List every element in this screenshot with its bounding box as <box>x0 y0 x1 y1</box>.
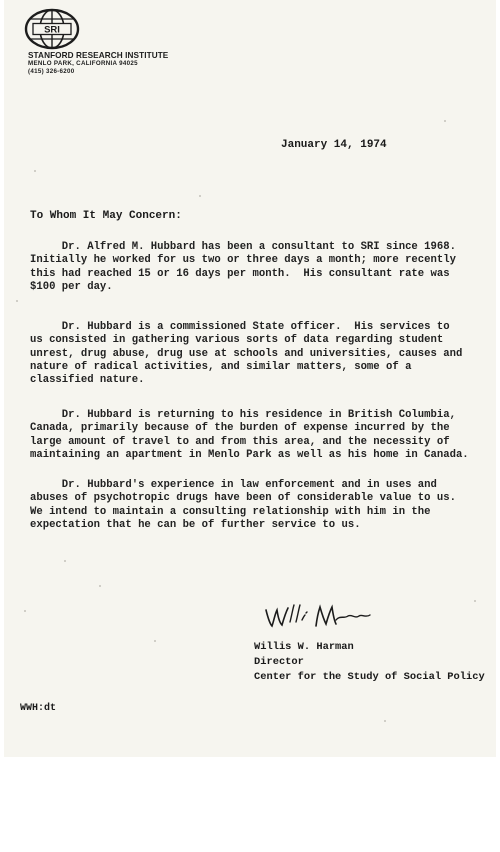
paragraph-line: classified nature. <box>30 374 145 387</box>
paragraph-line: this had reached 15 or 16 days per month. His consultant rate was <box>30 267 450 280</box>
organization-address: MENLO PARK, CALIFORNIA 94025 <box>28 60 138 67</box>
paper-speck <box>384 720 386 722</box>
paper-speck <box>444 120 446 122</box>
paragraph-line: We intend to maintain a consulting relationship with him in the <box>30 505 431 518</box>
paragraph-line: large amount of travel to and from this area, and the necessity of <box>30 435 450 448</box>
signer-department: Center for the Study of Social Policy <box>254 671 485 683</box>
paper-speck <box>154 640 156 642</box>
paper-speck <box>64 560 66 562</box>
paragraph-line: nature of radical activities, and similar matters, some of a <box>30 360 412 373</box>
letter-page <box>4 0 496 757</box>
paragraph-line: Initially he worked for us two or three days a month; more recently <box>30 254 456 267</box>
sri-logo <box>24 8 80 50</box>
paper-speck <box>24 610 26 612</box>
svg-text:SRI: SRI <box>44 24 60 36</box>
signer-title: Director <box>254 656 304 668</box>
paragraph-line: unrest, drug abuse, drug use at schools and universities, causes and <box>30 347 463 360</box>
letterhead <box>28 52 168 76</box>
organization-name: STANFORD RESEARCH INSTITUTE <box>28 51 169 60</box>
paper-speck <box>474 600 476 602</box>
paragraph-1 <box>30 241 480 294</box>
paragraph-line: Dr. Hubbard is returning to his residence in British Columbia, <box>30 409 456 421</box>
paragraph-2 <box>30 321 480 387</box>
paragraph-4 <box>30 479 480 532</box>
paragraph-line: Canada, primarily because of the burden of expense incurred by the <box>30 422 450 435</box>
signer-name: Willis W. Harman <box>254 641 354 653</box>
organization-phone: (415) 326-6200 <box>28 68 75 75</box>
handwritten-signature <box>262 602 374 632</box>
paragraph-line: Dr. Hubbard is a commissioned State officer. His services to <box>30 321 450 333</box>
signature-block <box>254 640 485 685</box>
paper-speck <box>34 170 36 172</box>
reference-initials: WWH:dt <box>20 703 57 714</box>
paragraph-line: abuses of psychotropic drugs have been of considerable value to us. <box>30 492 456 505</box>
paragraph-line: us consisted in gathering various sorts of data regarding student <box>30 334 444 347</box>
paragraph-line: Dr. Hubbard's experience in law enforcement and in uses and <box>30 479 437 491</box>
paper-speck <box>99 585 101 587</box>
paragraph-line: Dr. Alfred M. Hubbard has been a consultant to SRI since 1968. <box>30 241 456 253</box>
salutation: To Whom It May Concern: <box>30 210 182 222</box>
paper-speck <box>16 300 18 302</box>
paragraph-line: expectation that he can be of further service to us. <box>30 518 361 531</box>
paragraph-line: $100 per day. <box>30 280 113 293</box>
paragraph-3 <box>30 409 480 462</box>
paper-speck <box>199 195 201 197</box>
letter-date: January 14, 1974 <box>281 139 387 151</box>
paragraph-line: maintaining an apartment in Menlo Park as well as his home in Canada. <box>30 448 469 461</box>
